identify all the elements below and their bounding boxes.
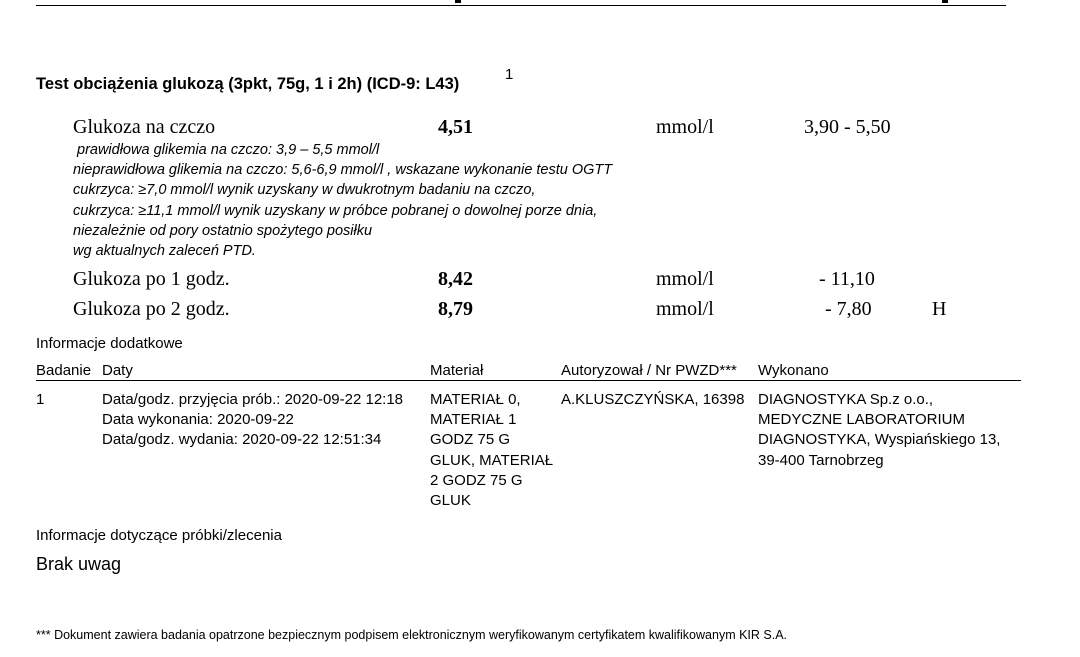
fasting-note: nieprawidłowa glikemia na czczo: 5,6-6,9 mmol/l , wskazane wykonanie testu OGTT bbox=[73, 162, 613, 178]
material-line: 2 GODZ 75 G bbox=[430, 471, 523, 489]
date-line: Data/godz. przyjęcia prób.: 2020-09-22 12:18 bbox=[102, 391, 404, 408]
lab-line: DIAGNOSTYKA Sp.z o.o., bbox=[758, 391, 934, 408]
result-name: Glukoza po 2 godz. bbox=[73, 298, 230, 320]
column-header-material: Materiał bbox=[430, 362, 484, 379]
top-rule-fragment bbox=[942, 0, 948, 3]
column-header-badanie: Badanie bbox=[36, 362, 92, 379]
test-footnote-number: 1 bbox=[505, 66, 514, 83]
fasting-note: wg aktualnych zaleceń PTD. bbox=[73, 243, 256, 259]
date-line: Data wykonania: 2020-09-22 bbox=[102, 411, 294, 429]
fasting-note: niezależnie od pory ostatnio spożytego posiłku bbox=[73, 223, 373, 239]
material-line: GLUK bbox=[430, 492, 471, 510]
test-title: Test obciążenia glukozą (3pkt, 75g, 1 i 2h) (ICD-9: L43) bbox=[36, 75, 460, 93]
column-header-autoryzowal: Autoryzował / Nr PWZD*** bbox=[561, 362, 737, 379]
fasting-note: cukrzyca: ≥7,0 mmol/l wynik uzyskany w dwukrotnym badaniu na czczo, bbox=[73, 182, 536, 198]
additional-info-label: Informacje dodatkowe bbox=[36, 335, 183, 352]
result-reference: - 7,80 bbox=[825, 298, 872, 320]
lab-line: 39-400 Tarnobrzeg bbox=[758, 451, 884, 469]
sample-info-label: Informacje dotyczące próbki/zlecenia bbox=[36, 527, 282, 544]
material-line: GLUK, MATERIAŁ bbox=[430, 451, 554, 469]
sample-info-text: Brak uwag bbox=[36, 554, 122, 574]
result-flag-high: H bbox=[932, 298, 947, 320]
result-reference: 3,90 - 5,50 bbox=[804, 116, 891, 138]
material-line: GODZ 75 G bbox=[430, 431, 511, 449]
cell-badanie: 1 bbox=[36, 391, 45, 408]
result-value: 8,42 bbox=[438, 268, 473, 290]
column-header-wykonano: Wykonano bbox=[758, 362, 829, 379]
top-rule bbox=[36, 5, 1006, 6]
fasting-note: prawidłowa glikemia na czczo: 3,9 – 5,5 mmol/l bbox=[77, 142, 380, 158]
result-name: Glukoza po 1 godz. bbox=[73, 268, 230, 290]
top-rule-fragment bbox=[455, 0, 461, 3]
date-line: Data/godz. wydania: 2020-09-22 12:51:34 bbox=[102, 431, 382, 449]
cell-wykonano bbox=[758, 390, 1000, 471]
cell-daty bbox=[102, 390, 403, 451]
result-unit: mmol/l bbox=[656, 268, 714, 290]
cell-material bbox=[430, 390, 553, 511]
result-reference: - 11,10 bbox=[819, 268, 875, 290]
fasting-note: cukrzyca: ≥11,1 mmol/l wynik uzyskany w próbce pobranej o dowolnej porze dnia, bbox=[73, 203, 598, 219]
result-value: 4,51 bbox=[438, 116, 473, 138]
result-name: Glukoza na czczo bbox=[73, 116, 216, 138]
lab-line: MEDYCZNE LABORATORIUM bbox=[758, 411, 965, 429]
result-value: 8,79 bbox=[438, 298, 473, 320]
material-line: MATERIAŁ 1 bbox=[430, 411, 517, 429]
footnote: *** Dokument zawiera badania opatrzone bezpiecznym podpisem elektronicznym weryfikowanym certyfikatem kwalifikowanym KIR S.A. bbox=[36, 628, 788, 642]
material-line: MATERIAŁ 0, bbox=[430, 391, 521, 408]
cell-autoryzowal: A.KLUSZCZYŃSKA, 16398 bbox=[561, 391, 745, 408]
result-unit: mmol/l bbox=[656, 298, 714, 320]
result-unit: mmol/l bbox=[656, 116, 714, 138]
column-header-daty: Daty bbox=[102, 362, 133, 379]
lab-line: DIAGNOSTYKA, Wyspiańskiego 13, bbox=[758, 431, 1001, 449]
table-header-rule bbox=[36, 380, 1021, 381]
